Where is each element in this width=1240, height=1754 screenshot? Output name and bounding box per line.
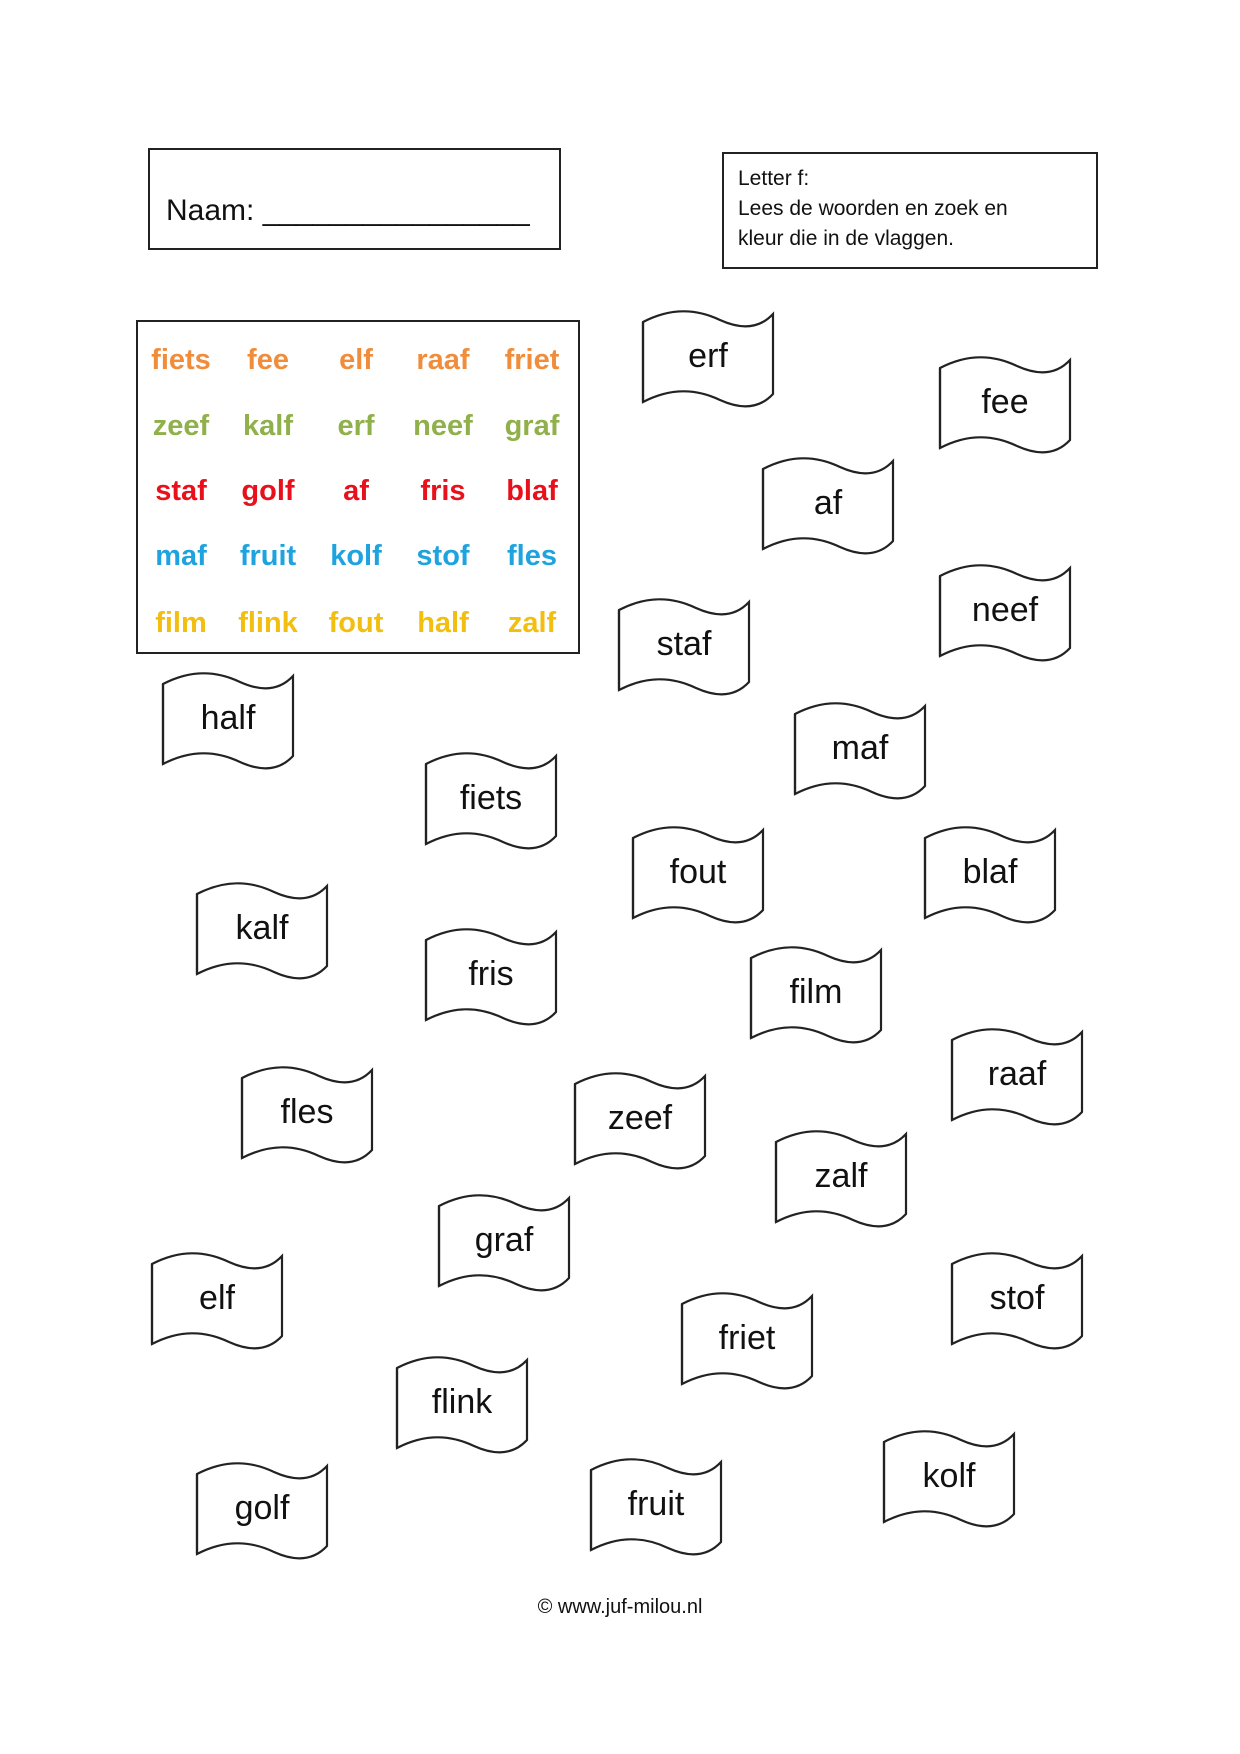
flag-fiets[interactable] [423, 750, 559, 850]
flag-word: erf [688, 337, 728, 375]
flag-word: fris [468, 955, 514, 993]
legend-row [138, 536, 578, 576]
flag-word: fout [669, 853, 727, 891]
flag-word: fruit [627, 1485, 685, 1523]
flag-word: fles [280, 1093, 334, 1131]
legend-word: blaf [506, 475, 558, 507]
legend-word: elf [339, 344, 373, 376]
flag-word: friet [718, 1319, 776, 1357]
flag-zeef[interactable] [572, 1070, 708, 1170]
legend-word: fout [328, 607, 384, 639]
flag-neef[interactable] [937, 562, 1073, 662]
legend-word: flink [238, 607, 298, 639]
legend-word: stof [416, 540, 470, 572]
flag-word: half [200, 699, 256, 737]
legend-word: af [343, 475, 369, 507]
footer-copyright: © www.juf-milou.nl [537, 1596, 703, 1618]
flag-word: blaf [962, 853, 1018, 891]
flag-erf[interactable] [640, 308, 776, 408]
flag-af[interactable] [760, 455, 896, 555]
legend-word: graf [504, 410, 560, 442]
legend-word: erf [337, 410, 375, 442]
flag-word: fee [981, 383, 1029, 421]
legend-row [138, 340, 578, 380]
flag-word: af [813, 484, 843, 522]
flag-fout[interactable] [630, 824, 766, 924]
legend-row [138, 471, 578, 511]
instructions-box [722, 152, 1098, 269]
flag-word: film [789, 973, 843, 1011]
legend-word: maf [155, 540, 207, 572]
legend-word: zeef [152, 410, 210, 442]
flag-golf[interactable] [194, 1460, 330, 1560]
flag-word: stof [989, 1279, 1045, 1317]
flag-flink[interactable] [394, 1354, 530, 1454]
flag-word: graf [474, 1221, 534, 1259]
flag-word: kolf [922, 1457, 976, 1495]
legend-word: fris [420, 475, 466, 507]
flag-word: fiets [459, 779, 523, 817]
flag-zalf[interactable] [773, 1128, 909, 1228]
legend-word: kalf [243, 410, 293, 442]
legend-word: fiets [151, 344, 211, 376]
flag-fles[interactable] [239, 1064, 375, 1164]
flag-word: zeef [607, 1099, 673, 1137]
flag-word: neef [971, 591, 1039, 629]
name-box [148, 148, 561, 250]
flag-friet[interactable] [679, 1290, 815, 1390]
flag-kolf[interactable] [881, 1428, 1017, 1528]
flag-fruit[interactable] [588, 1456, 724, 1556]
flag-word: kalf [235, 909, 289, 947]
legend-word: kolf [330, 540, 382, 572]
flag-fee[interactable] [937, 354, 1073, 454]
flag-kalf[interactable] [194, 880, 330, 980]
legend-word: friet [504, 344, 560, 376]
legend-row [138, 603, 578, 643]
flag-blaf[interactable] [922, 824, 1058, 924]
color-legend [136, 320, 580, 654]
flag-staf[interactable] [616, 596, 752, 696]
legend-word: half [417, 607, 469, 639]
flag-word: raaf [987, 1055, 1047, 1093]
legend-row [138, 406, 578, 446]
legend-word: film [155, 607, 207, 639]
flag-word: elf [199, 1279, 235, 1317]
flag-elf[interactable] [149, 1250, 285, 1350]
legend-word: golf [241, 475, 295, 507]
instructions-line-2: Lees de woorden en zoek en [738, 197, 1008, 220]
legend-word: zalf [507, 607, 557, 639]
name-field[interactable]: Naam: ________________ [166, 194, 530, 227]
legend-word: fles [507, 540, 557, 572]
flag-film[interactable] [748, 944, 884, 1044]
flag-half[interactable] [160, 670, 296, 770]
legend-word: neef [413, 410, 473, 442]
instructions-line-1: Letter f: [738, 167, 810, 190]
flag-raaf[interactable] [949, 1026, 1085, 1126]
flag-word: zalf [814, 1157, 868, 1195]
flag-stof[interactable] [949, 1250, 1085, 1350]
legend-word: raaf [416, 344, 470, 376]
flag-word: golf [234, 1489, 290, 1527]
legend-word: fruit [239, 540, 297, 572]
instructions-line-3: kleur die in de vlaggen. [738, 227, 954, 250]
flag-word: maf [831, 729, 889, 767]
flag-word: staf [656, 625, 712, 663]
legend-word: staf [155, 475, 207, 507]
flag-fris[interactable] [423, 926, 559, 1026]
flag-word: flink [431, 1383, 493, 1421]
flag-maf[interactable] [792, 700, 928, 800]
legend-word: fee [247, 344, 289, 376]
flag-graf[interactable] [436, 1192, 572, 1292]
